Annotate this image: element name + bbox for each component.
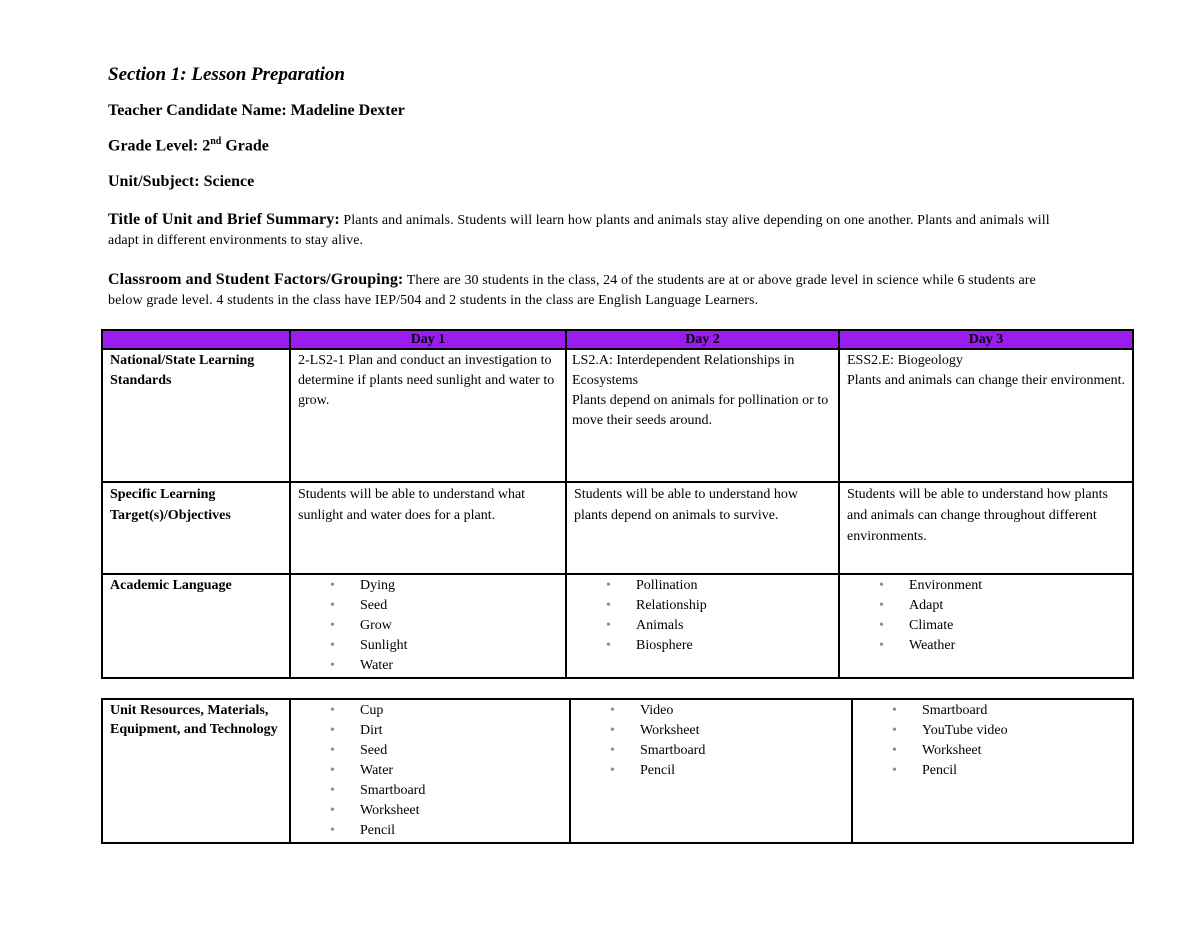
resources-day-1 (290, 699, 570, 843)
list-item: • Seed (330, 741, 562, 761)
list-item: • Seed (330, 596, 558, 616)
grade-level-label: Grade Level: (108, 137, 199, 155)
day-3-header: Day 3 (839, 330, 1133, 349)
teacher-name-label: Teacher Candidate Name: (108, 102, 287, 119)
classroom-factors-label: Classroom and Student Factors/Grouping: (108, 271, 404, 288)
unit-subject-line (108, 173, 254, 191)
standards-day-1: 2-LS2-1 Plan and conduct an investigation to determine if plants need sunlight and water to grow. (290, 349, 566, 482)
list-item: • Smartboard (610, 741, 844, 761)
lesson-plan-table (101, 329, 1134, 679)
list-item: • Weather (879, 636, 1125, 656)
list-item: • Cup (330, 701, 562, 721)
list-item: • Dying (330, 576, 558, 596)
classroom-factors (108, 270, 1068, 311)
grade-level-word: Grade (225, 137, 269, 155)
list-item: • Pollination (606, 576, 831, 596)
day-2-header: Day 2 (566, 330, 839, 349)
grade-level-line (108, 136, 269, 155)
classroom-factors-text: There are 30 students in the class, 24 of the students are at or above grade level in science while 6 students are below grade level. 4 students in the class have IEP/504 and 2 students in the class are English Language Learners. (108, 273, 1036, 308)
standards-row (102, 349, 1133, 482)
day-header-row (102, 330, 1133, 349)
list-item: • Worksheet (892, 741, 1125, 761)
header-corner-cell (102, 330, 290, 349)
resources-table (101, 698, 1134, 844)
list-item: • Water (330, 761, 562, 781)
teacher-name-line (108, 102, 405, 120)
list-item: • Climate (879, 616, 1125, 636)
academic-language-label: Academic Language (102, 574, 290, 678)
list-item: • Pencil (330, 821, 562, 841)
grade-level-number: 2 (202, 137, 211, 155)
unit-summary-text: Plants and animals. Students will learn how plants and animals stay alive depending on one another. Plants and animals will adapt in different environments to stay alive. (108, 213, 1050, 248)
term-list (298, 576, 558, 676)
academic-language-day-1 (290, 574, 566, 678)
list-item: • Relationship (606, 596, 831, 616)
grade-level-suffix: nd (210, 136, 222, 147)
term-list (574, 576, 831, 656)
list-item: • Smartboard (330, 781, 562, 801)
unit-summary-label: Title of Unit and Brief Summary: (108, 211, 340, 228)
resource-list (860, 701, 1125, 781)
academic-language-day-3 (839, 574, 1133, 678)
day-1-header: Day 1 (290, 330, 566, 349)
academic-language-day-2 (566, 574, 839, 678)
resources-label: Unit Resources, Materials, Equipment, and Technology (102, 699, 290, 843)
resource-list (578, 701, 844, 781)
standards-day-3: ESS2.E: Biogeology Plants and animals can change their environment. (839, 349, 1133, 482)
standards-day-2: LS2.A: Interdependent Relationships in Ecosystems Plants depend on animals for pollination or to move their seeds around. (566, 349, 839, 482)
academic-language-row (102, 574, 1133, 678)
list-item: • Smartboard (892, 701, 1125, 721)
objectives-day-1: Students will be able to understand what sunlight and water does for a plant. (290, 482, 566, 574)
resources-day-3 (852, 699, 1133, 843)
list-item: • Sunlight (330, 636, 558, 656)
list-item: • Environment (879, 576, 1125, 596)
objectives-day-2: Students will be able to understand how plants depend on animals to survive. (566, 482, 839, 574)
list-item: • Worksheet (610, 721, 844, 741)
objectives-day-3: Students will be able to understand how plants and animals can change throughout different environments. (839, 482, 1133, 574)
list-item: • Grow (330, 616, 558, 636)
list-item: • Water (330, 656, 558, 676)
list-item: • Pencil (892, 761, 1125, 781)
resources-row (102, 699, 1133, 843)
list-item: • YouTube video (892, 721, 1125, 741)
unit-subject-value: Science (203, 173, 255, 190)
standards-label: National/State Learning Standards (102, 349, 290, 482)
section-title: Section 1: Lesson Preparation (108, 64, 345, 85)
unit-summary (108, 210, 1068, 251)
resources-day-2 (570, 699, 852, 843)
list-item: • Video (610, 701, 844, 721)
resource-list (298, 701, 562, 841)
term-list (847, 576, 1125, 656)
list-item: • Biosphere (606, 636, 831, 656)
objectives-row (102, 482, 1133, 574)
list-item: • Adapt (879, 596, 1125, 616)
list-item: • Dirt (330, 721, 562, 741)
unit-subject-label: Unit/Subject: (108, 173, 200, 190)
teacher-name-value: Madeline Dexter (290, 102, 405, 119)
list-item: • Animals (606, 616, 831, 636)
list-item: • Worksheet (330, 801, 562, 821)
objectives-label: Specific Learning Target(s)/Objectives (102, 482, 290, 574)
list-item: • Pencil (610, 761, 844, 781)
